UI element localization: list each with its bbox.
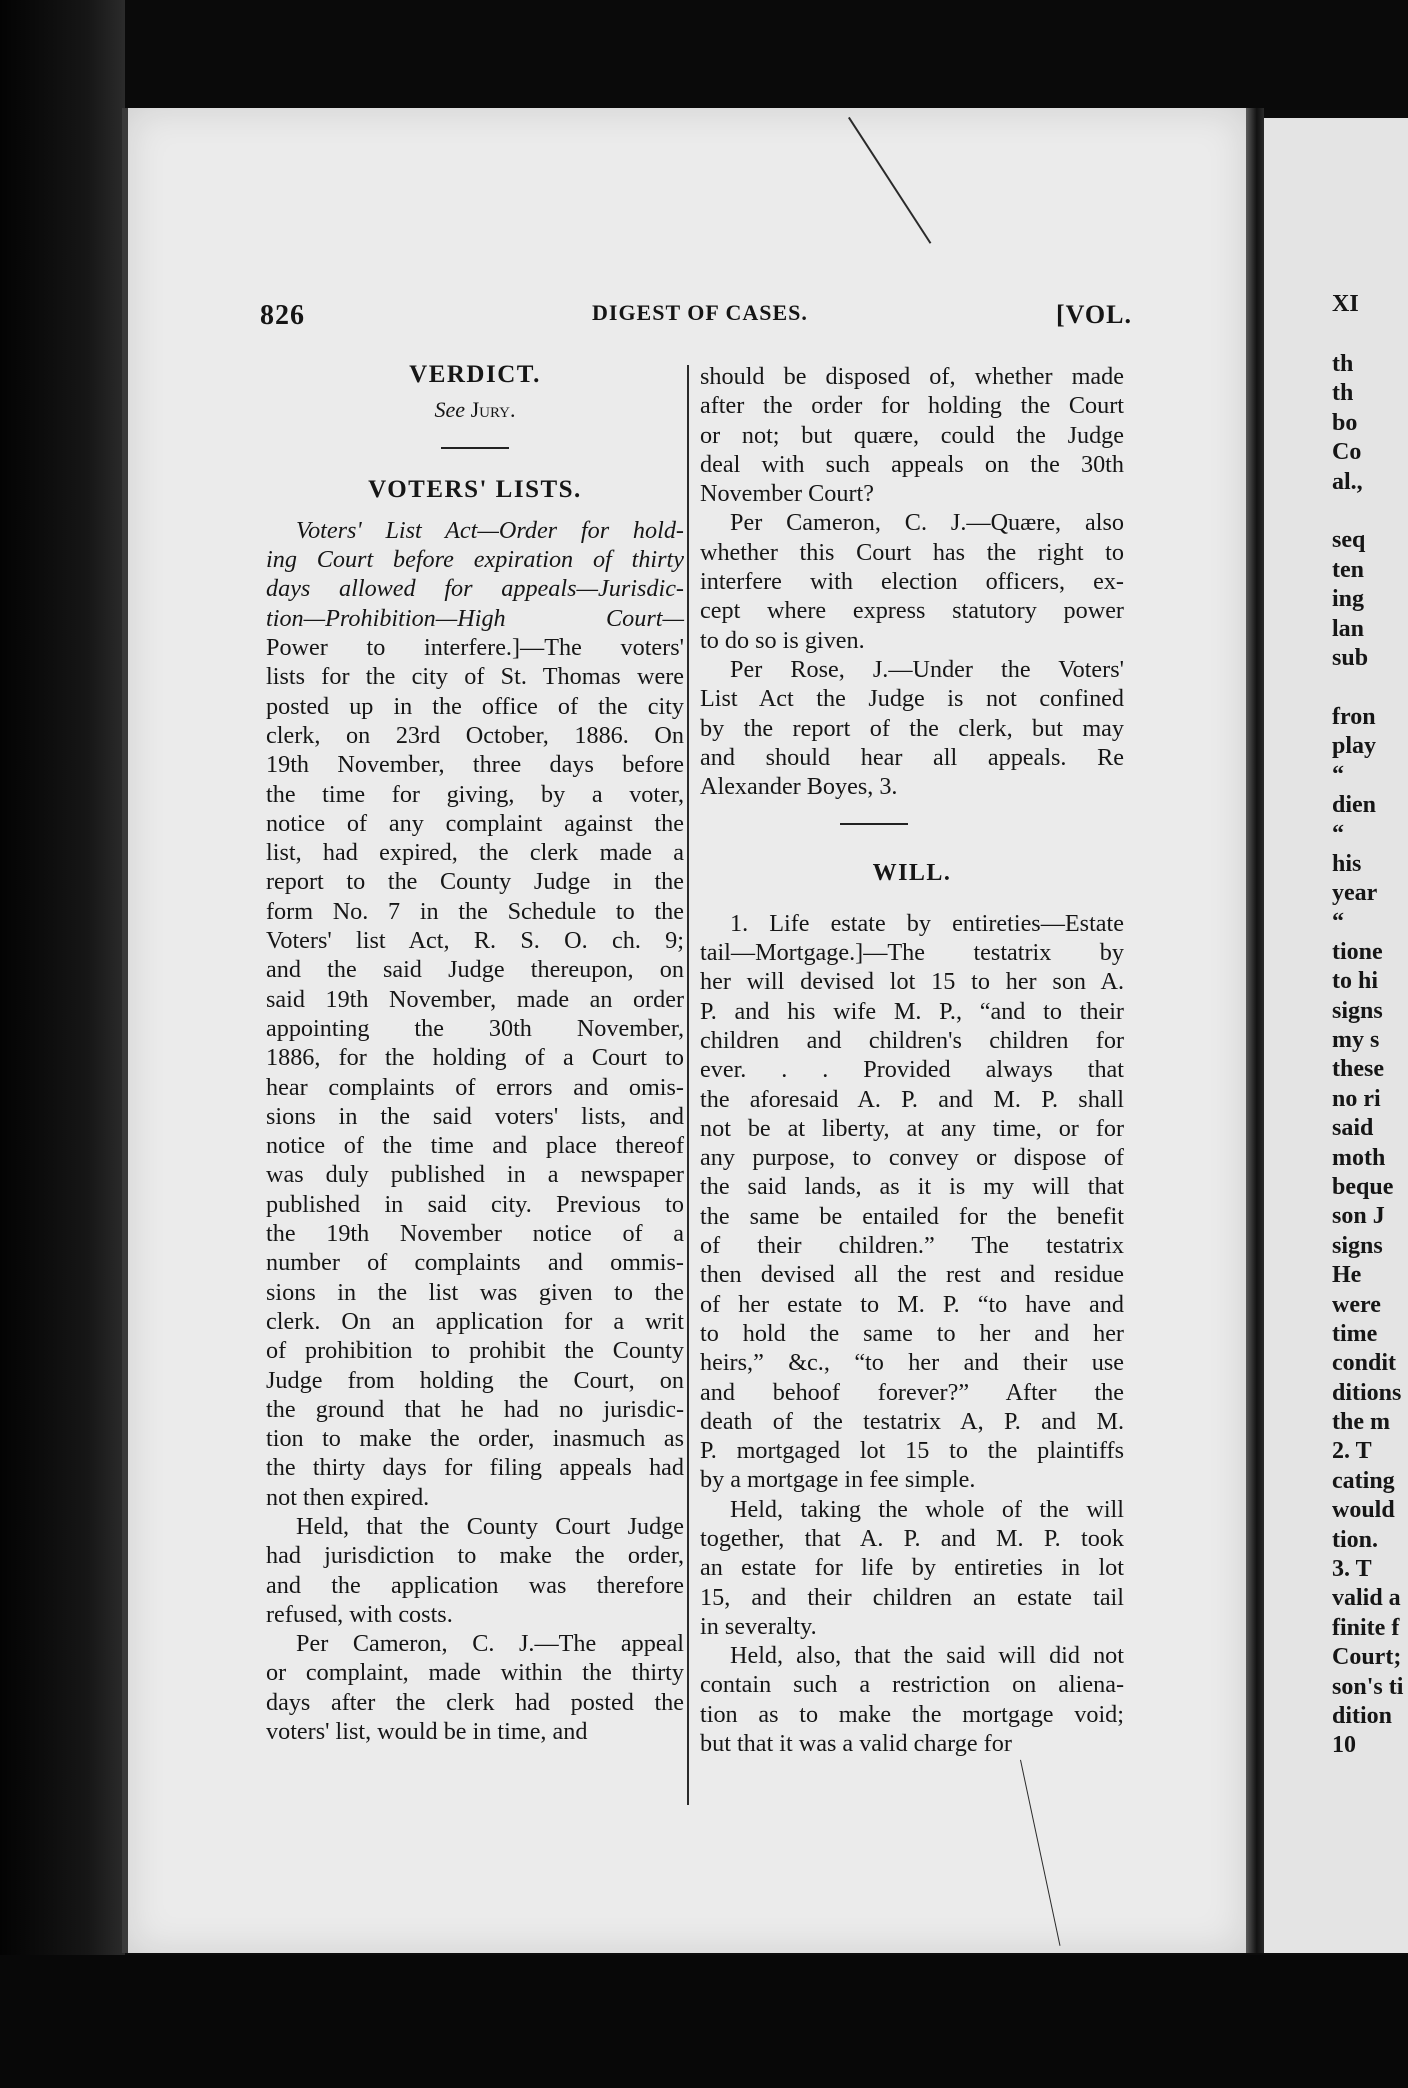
next-page-fragment: ditions — [1332, 1379, 1402, 1406]
text-line: to do so is given. — [700, 626, 865, 654]
text-line: 1886, for the holding of a Court to — [266, 1044, 684, 1072]
next-page-fragment: tione — [1332, 938, 1383, 965]
next-page-fragment: Co — [1332, 439, 1362, 466]
text-line: death of the testatrix A, P. and M. — [700, 1407, 1124, 1435]
text-line: posted up in the office of the city — [266, 692, 684, 720]
voters-lists-continuation — [700, 362, 1124, 801]
text-line: of her estate to M. P. “to have and — [700, 1290, 1124, 1318]
voters-lists-body — [266, 516, 684, 1746]
text-line: refused, with costs. — [266, 1600, 453, 1628]
next-page-fragment: seq — [1332, 527, 1366, 554]
text-line: was duly published in a newspaper — [266, 1161, 684, 1189]
next-page-fragment: valid a — [1332, 1585, 1401, 1612]
next-page-fragment: 10 — [1332, 1732, 1356, 1759]
next-page-fragment: cating — [1332, 1467, 1395, 1494]
text-line: ing Court before expiration of thirty — [266, 546, 684, 574]
text-line: tion as to make the mortgage void; — [700, 1700, 1124, 1728]
next-page-fragment — [1332, 497, 1408, 526]
text-line: Judge from holding the Court, on — [266, 1366, 684, 1394]
will-body — [700, 909, 1124, 1759]
text-line: published in said city. Previous to — [266, 1190, 684, 1218]
text-line: hear complaints of errors and omis- — [266, 1073, 684, 1101]
text-line: tion to make the order, inasmuch as — [266, 1425, 684, 1453]
section-heading-voters-lists: VOTERS' LISTS. — [368, 475, 582, 503]
text-line: by the report of the clerk, but may — [700, 714, 1124, 742]
text-line: sions in the list was given to the — [266, 1278, 684, 1306]
text-line: but that it was a valid charge for — [700, 1730, 1012, 1758]
text-line: report to the County Judge in the — [266, 868, 684, 896]
text-line: clerk. On an application for a writ — [266, 1307, 684, 1335]
next-page-fragment: beque — [1332, 1173, 1394, 1200]
text-line: deal with such appeals on the 30th — [700, 450, 1124, 478]
next-page-fragment: year — [1332, 880, 1378, 907]
scan-background-left — [0, 0, 125, 2088]
next-page-fragment: dition — [1332, 1702, 1393, 1729]
text-line: Power to interfere.]—The voters' — [266, 634, 684, 662]
next-page-fragment: condit — [1332, 1350, 1397, 1377]
next-page-fragment: signs — [1332, 997, 1383, 1024]
next-page-fragment: “ — [1332, 821, 1344, 848]
text-line: 1. Life estate by entireties—Estate — [730, 909, 1124, 937]
next-page-fragment: th — [1332, 380, 1354, 407]
text-line: not then expired. — [266, 1483, 430, 1511]
text-line: and behoof forever?” After the — [700, 1378, 1124, 1406]
text-line: heirs,” &c., “to her and their use — [700, 1349, 1124, 1377]
text-line: the time for giving, by a voter, — [266, 780, 684, 808]
next-page-fragment: th — [1332, 351, 1354, 377]
next-page-fragment: signs — [1332, 1232, 1383, 1259]
text-line: the aforesaid A. P. and M. P. shall — [700, 1085, 1124, 1113]
text-line: Voters' List Act—Order for hold- — [296, 516, 684, 544]
text-line: had jurisdiction to make the order, — [266, 1542, 684, 1570]
scan-background-bottom — [0, 1955, 1408, 2088]
text-line: of their children.” The testatrix — [700, 1232, 1124, 1260]
section-divider — [441, 447, 509, 449]
next-page-fragment: al., — [1332, 468, 1363, 495]
text-line: Voters' list Act, R. S. O. ch. 9; — [266, 927, 684, 955]
text-line: notice of the time and place thereof — [266, 1132, 684, 1160]
text-line: P. and his wife M. P., “and to their — [700, 997, 1124, 1025]
text-line: tion—Prohibition—High Court— — [266, 604, 684, 632]
left-column — [266, 360, 684, 1746]
next-page-fragment: my s — [1332, 1026, 1380, 1053]
text-line: sions in the said voters' lists, and — [266, 1102, 684, 1130]
text-line: number of complaints and ommis- — [266, 1249, 684, 1277]
text-line: and the said Judge thereupon, on — [266, 956, 684, 984]
text-line: her will devised lot 15 to her son A. — [700, 968, 1124, 996]
next-page-fragment: He — [1332, 1262, 1362, 1289]
next-page-fragment: these — [1332, 1056, 1384, 1083]
volume-marker: [VOL. — [1056, 300, 1132, 329]
next-page-fragment: Court; — [1332, 1644, 1402, 1671]
text-line: notice of any complaint against the — [266, 809, 684, 837]
section-heading-will: WILL. — [872, 860, 952, 887]
text-line: list, had expired, the clerk made a — [266, 839, 684, 867]
next-page-fragment: sub — [1332, 644, 1369, 671]
next-page-fragment: son's ti — [1332, 1673, 1404, 1700]
next-page-fragment: would — [1332, 1497, 1395, 1524]
next-page-fragment: finite f — [1332, 1614, 1400, 1641]
text-line: the ground that he had no jurisdic- — [266, 1395, 684, 1423]
text-line: Alexander Boyes, 3. — [700, 773, 898, 801]
text-line: form No. 7 in the Schedule to the — [266, 897, 684, 925]
next-page-fragment: “ — [1332, 762, 1344, 789]
text-line: any purpose, to convey or dispose of — [700, 1144, 1124, 1172]
next-page-fragment: were — [1332, 1291, 1381, 1318]
text-line: List Act the Judge is not confined — [700, 685, 1124, 713]
text-line: said 19th November, made an order — [266, 985, 684, 1013]
text-line: Per Cameron, C. J.—Quære, also — [730, 509, 1124, 537]
text-line: tail—Mortgage.]—The testatrix by — [700, 939, 1124, 967]
text-line: appointing the 30th November, — [266, 1014, 684, 1042]
next-page-fragment: ing — [1332, 586, 1365, 613]
see-target: Jury. — [470, 397, 516, 423]
next-page-text — [1332, 290, 1408, 1761]
next-page-fragment: no ri — [1332, 1085, 1381, 1112]
next-page-fragment — [1332, 673, 1408, 702]
next-page-fragment: dien — [1332, 791, 1377, 818]
next-page-fragment: tion. — [1332, 1526, 1379, 1553]
running-title: DIGEST OF CASES. — [592, 300, 808, 325]
text-line: then devised all the rest and residue — [700, 1261, 1124, 1289]
next-page-fragment: the m — [1332, 1409, 1390, 1436]
next-page-fragment: 3. T — [1332, 1556, 1372, 1583]
section-heading-verdict: VERDICT. — [409, 361, 541, 388]
text-line: cept where express statutory power — [700, 597, 1124, 625]
see-prefix: See — [434, 397, 466, 423]
text-line: Held, taking the whole of the will — [730, 1495, 1124, 1523]
text-line: days after the clerk had posted the — [266, 1688, 684, 1716]
text-line: not be at liberty, at any time, or for — [700, 1114, 1124, 1142]
next-page-fragment: son J — [1332, 1203, 1385, 1230]
text-line: and the application was therefore — [266, 1571, 684, 1599]
text-line: ever. . . Provided always that — [700, 1056, 1124, 1084]
text-line: or not; but quære, could the Judge — [700, 421, 1124, 449]
text-line: Held, also, that the said will did not — [730, 1642, 1124, 1670]
next-page-fragment: bo — [1332, 409, 1358, 436]
text-line: interfere with election officers, ex- — [700, 568, 1124, 596]
text-line: voters' list, would be in time, and — [266, 1718, 588, 1746]
text-line: together, that A. P. and M. P. took — [700, 1524, 1124, 1552]
next-page-fragment: said — [1332, 1115, 1374, 1142]
section-divider-right — [840, 823, 908, 825]
text-line: by a mortgage in fee simple. — [700, 1466, 976, 1494]
text-line: whether this Court has the right to — [700, 538, 1124, 566]
text-line: 19th November, three days before — [266, 751, 684, 779]
text-line: the same be entailed for the benefit — [700, 1202, 1124, 1230]
next-page-fragment: 2. T — [1332, 1438, 1372, 1465]
next-page-fragment: moth — [1332, 1144, 1386, 1171]
scan-background-top — [0, 0, 1408, 110]
text-line: clerk, on 23rd October, 1886. On — [266, 721, 684, 749]
next-page-fragment: ten — [1332, 556, 1364, 583]
text-line: Held, that the County Court Judge — [296, 1512, 684, 1540]
next-page-fragment: “ — [1332, 909, 1344, 936]
text-line: contain such a restriction on aliena- — [700, 1671, 1124, 1699]
text-line: 15, and their children an estate tail — [700, 1583, 1124, 1611]
text-line: P. mortgaged lot 15 to the plaintiffs — [700, 1437, 1124, 1465]
text-line: Per Rose, J.—Under the Voters' — [730, 655, 1124, 683]
book-gutter — [1246, 108, 1264, 1953]
text-line: and should hear all appeals. Re — [700, 743, 1124, 771]
text-line: the said lands, as it is my will that — [700, 1173, 1124, 1201]
text-line: or complaint, made within the thirty — [266, 1659, 684, 1687]
text-line: Per Cameron, C. J.—The appeal — [296, 1630, 684, 1658]
text-line: to hold the same to her and her — [700, 1319, 1124, 1347]
column-divider — [687, 365, 689, 1805]
text-line: the thirty days for filing appeals had — [266, 1454, 684, 1482]
cross-reference — [266, 395, 684, 424]
next-page-fragment: to hi — [1332, 968, 1379, 995]
text-line: the 19th November notice of a — [266, 1220, 684, 1248]
text-line: after the order for holding the Court — [700, 392, 1124, 420]
next-page-fragment: play — [1332, 733, 1377, 760]
next-page-fragment: his — [1332, 850, 1362, 877]
next-page-fragment: time — [1332, 1320, 1378, 1347]
text-line: lists for the city of St. Thomas were — [266, 663, 684, 691]
next-page-fragment: lan — [1332, 615, 1365, 642]
page-number: 826 — [260, 300, 305, 331]
text-line: children and children's children for — [700, 1026, 1124, 1054]
text-line: of prohibition to prohibit the County — [266, 1337, 684, 1365]
next-page-fragment: fron — [1332, 703, 1376, 730]
text-line: November Court? — [700, 480, 874, 508]
text-line: days allowed for appeals—Jurisdic- — [266, 575, 684, 603]
next-page-fragment: XI — [1332, 291, 1359, 317]
text-line: an estate for life by entireties in lot — [700, 1554, 1124, 1582]
right-column — [700, 362, 1124, 1758]
text-line: should be disposed of, whether made — [700, 363, 1124, 390]
text-line: in severalty. — [700, 1612, 817, 1640]
